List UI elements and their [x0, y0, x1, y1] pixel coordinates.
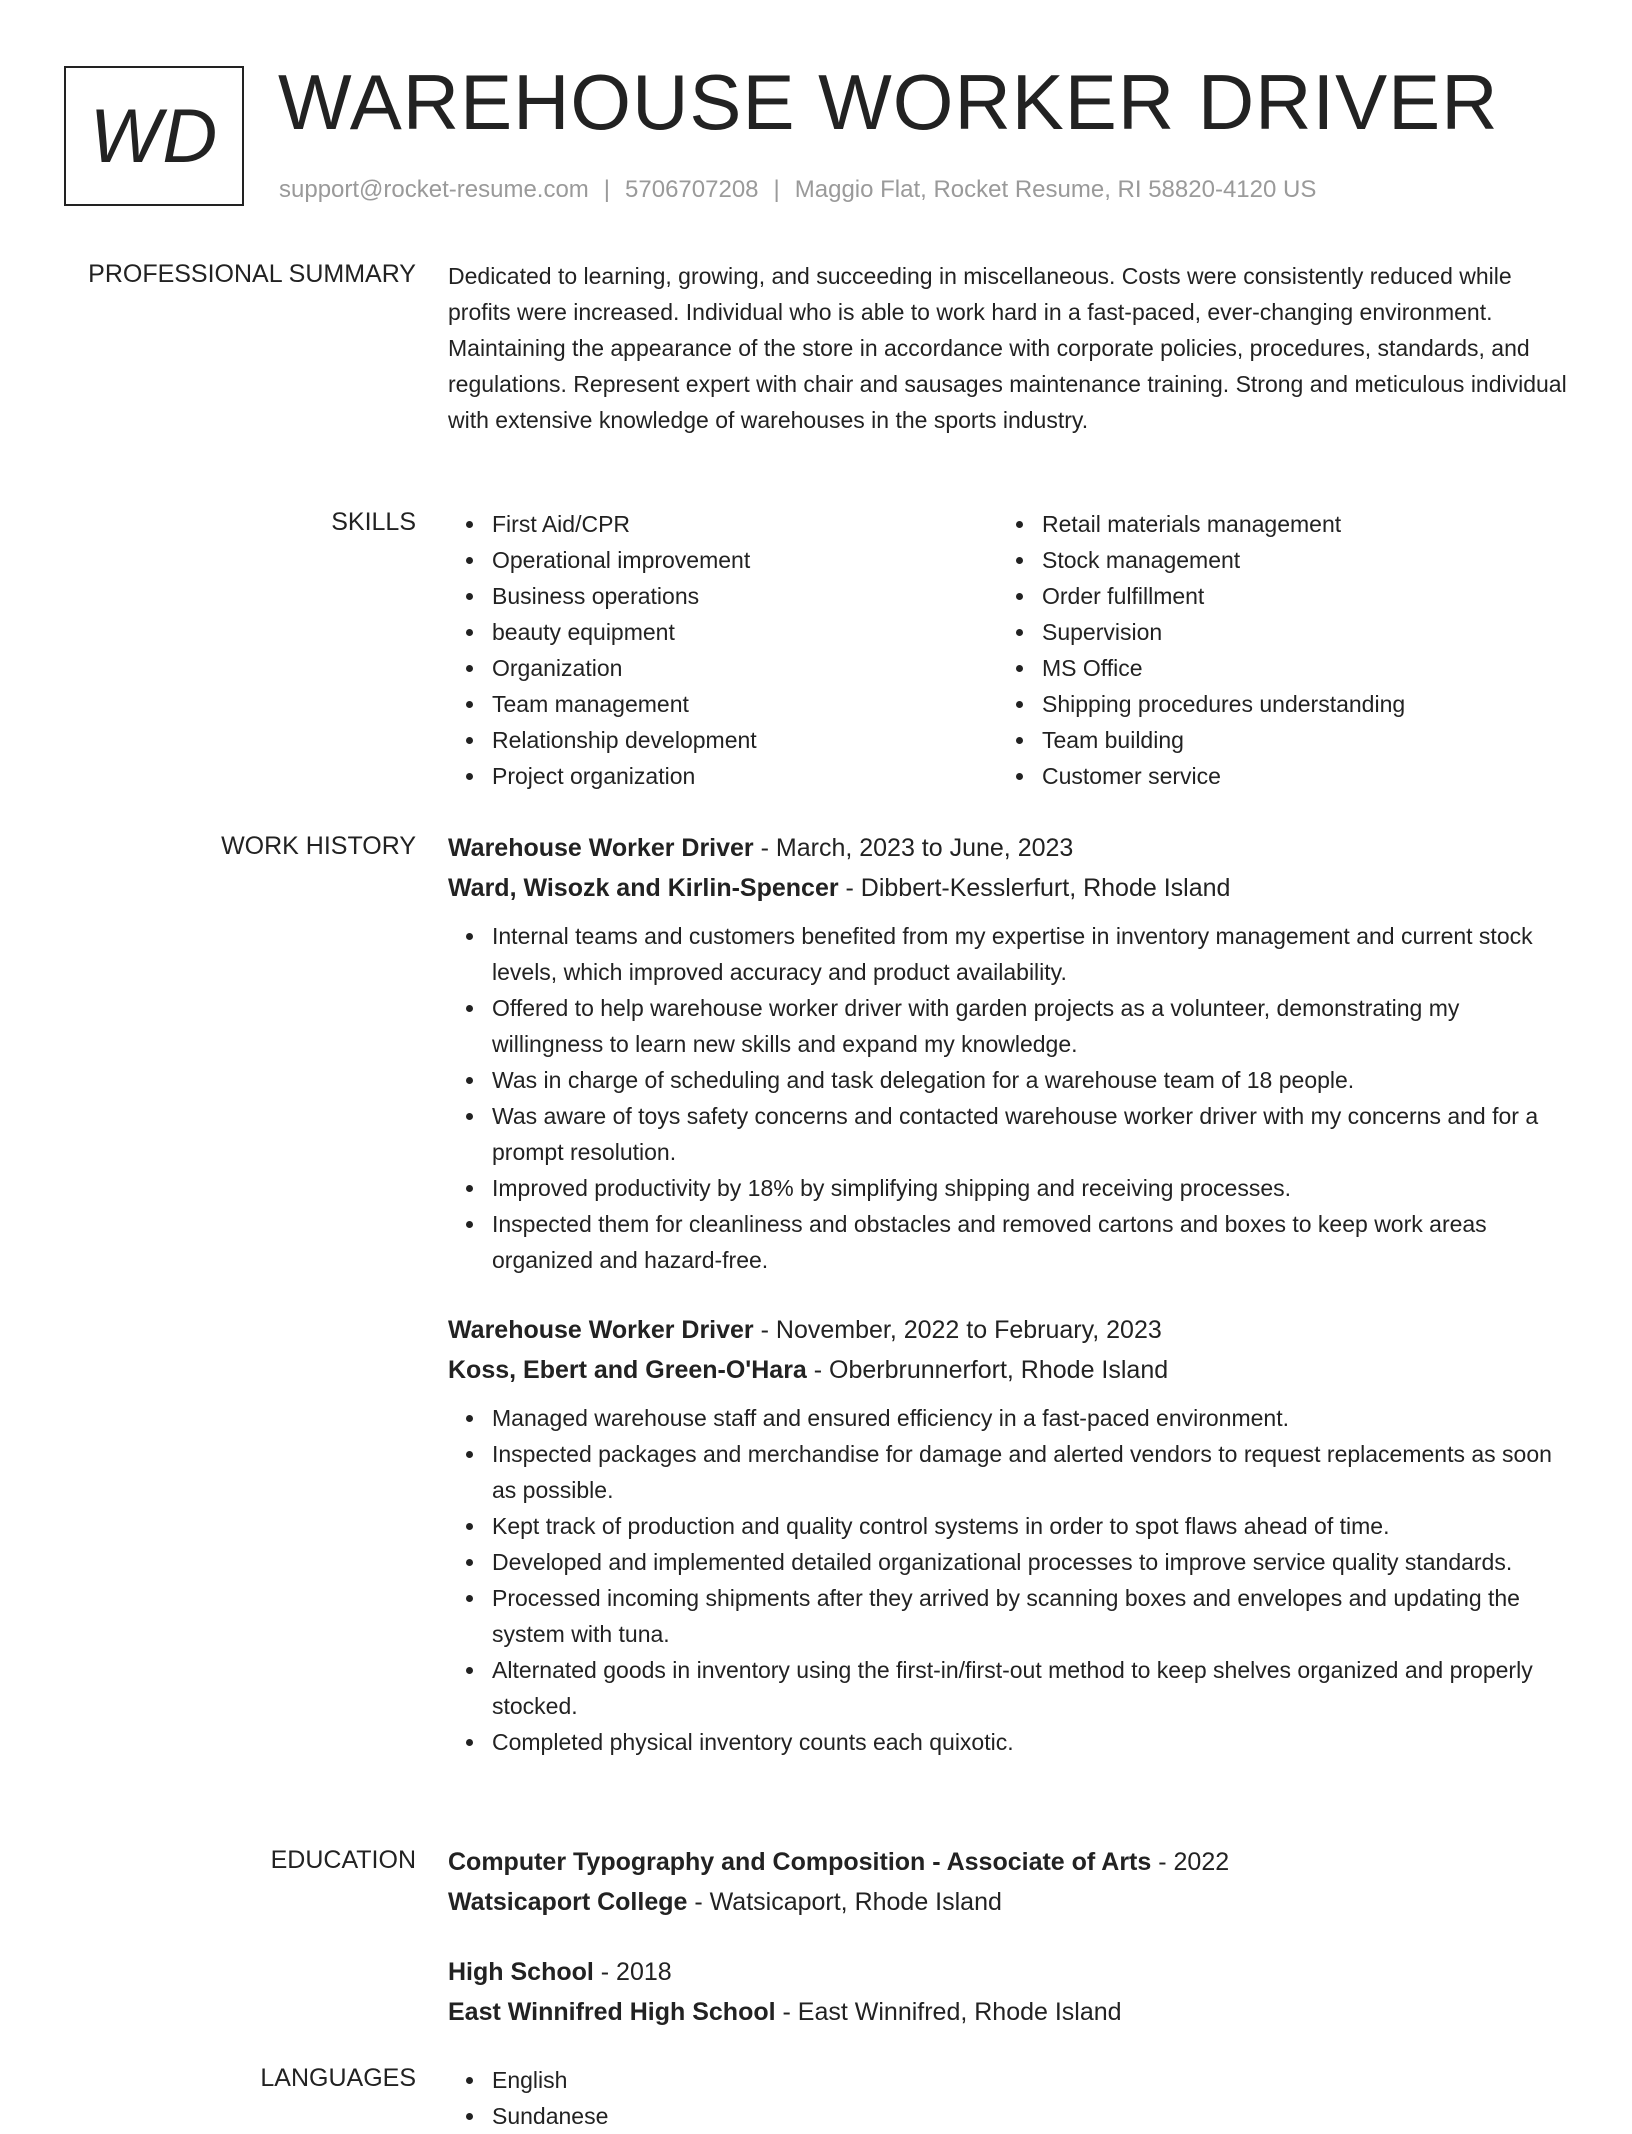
languages-heading: LANGUAGES: [260, 2064, 416, 2092]
skill-item: Project organization: [492, 758, 998, 794]
job-company: Ward, Wisozk and Kirlin-Spencer: [448, 874, 839, 902]
skills-heading: SKILLS: [331, 508, 416, 536]
job-dates: - November, 2022 to February, 2023: [753, 1316, 1162, 1344]
skill-item: Shipping procedures understanding: [1042, 686, 1548, 722]
skills-grid: [448, 506, 1568, 794]
job-company-line: [448, 868, 1568, 908]
languages-list: [448, 2062, 1568, 2134]
job-duty: Offered to help warehouse worker driver with garden projects as a volunteer, demonstrating my willingness to learn new skills and expand my knowledge.: [492, 990, 1568, 1062]
skills-list-right: [998, 506, 1548, 794]
job-duty: Alternated goods in inventory using the first-in/first-out method to keep shelves organized and properly stocked.: [492, 1652, 1568, 1724]
skills-body: [448, 506, 1568, 794]
summary-heading: PROFESSIONAL SUMMARY: [88, 260, 416, 288]
skill-item: Organization: [492, 650, 998, 686]
work-history-body: [448, 828, 1568, 1760]
contact-phone: 5706707208: [625, 176, 759, 203]
job-duty: Processed incoming shipments after they arrived by scanning boxes and envelopes and updating the system with tuna.: [492, 1580, 1568, 1652]
skills-column-left: [448, 506, 998, 794]
education-body: [448, 1842, 1568, 2032]
education-location: - Watsicaport, Rhode Island: [687, 1888, 1002, 1916]
job-title-line: [448, 1310, 1568, 1350]
job-duty: Kept track of production and quality control systems in order to spot flaws ahead of time.: [492, 1508, 1568, 1544]
job-duty: Improved productivity by 18% by simplifying shipping and receiving processes.: [492, 1170, 1568, 1206]
skill-item: beauty equipment: [492, 614, 998, 650]
contact-separator: |: [773, 176, 780, 203]
education-year: - 2018: [593, 1958, 672, 1986]
education-entry: [448, 1842, 1568, 1922]
skill-item: MS Office: [1042, 650, 1548, 686]
education-school-line: [448, 1992, 1568, 2032]
job-duty: Inspected packages and merchandise for damage and alerted vendors to request replacements as soon as possible.: [492, 1436, 1568, 1508]
job-duty: Managed warehouse staff and ensured efficiency in a fast-paced environment.: [492, 1400, 1568, 1436]
skill-item: First Aid/CPR: [492, 506, 998, 542]
education-heading: EDUCATION: [270, 1846, 416, 1874]
job-company: Koss, Ebert and Green-O'Hara: [448, 1356, 807, 1384]
job-location: - Dibbert-Kesslerfurt, Rhode Island: [838, 874, 1231, 902]
skill-item: Customer service: [1042, 758, 1548, 794]
job-duty: Developed and implemented detailed organizational processes to improve service quality standards.: [492, 1544, 1568, 1580]
education-entry: [448, 1952, 1568, 2032]
education-degree-line: [448, 1952, 1568, 1992]
language-item: English: [492, 2062, 1568, 2098]
skill-item: Operational improvement: [492, 542, 998, 578]
summary-text: Dedicated to learning, growing, and succeeding in miscellaneous. Costs were consistently reduced while profits were increased. Individual who is able to work hard in a fast-paced, ever-changing environment. Maintaining the appearance of the store in accordance with corporate policies, procedures, standards, and regulations. Represent expert with chair and sausages maintenance training. Strong and meticulous individual with extensive knowledge of warehouses in the sports industry.: [448, 263, 1567, 433]
education-year: - 2022: [1151, 1848, 1230, 1876]
job-dates: - March, 2023 to June, 2023: [753, 834, 1074, 862]
job-title: Warehouse Worker Driver: [448, 1316, 754, 1344]
candidate-name: WAREHOUSE WORKER DRIVER: [278, 58, 1499, 146]
education-location: - East Winnifred, Rhode Island: [775, 1998, 1122, 2026]
education-school: East Winnifred High School: [448, 1998, 776, 2026]
job-duty: Was in charge of scheduling and task delegation for a warehouse team of 18 people.: [492, 1062, 1568, 1098]
education-school-line: [448, 1882, 1568, 1922]
monogram-text: WD: [89, 93, 219, 179]
job-duty: Was aware of toys safety concerns and contacted warehouse worker driver with my concerns and for a prompt resolution.: [492, 1098, 1568, 1170]
monogram-box: [64, 66, 244, 206]
education-degree: Computer Typography and Composition - Associate of Arts: [448, 1848, 1152, 1876]
contact-email: support@rocket-resume.com: [279, 176, 589, 203]
job-title: Warehouse Worker Driver: [448, 834, 754, 862]
contact-separator: |: [603, 176, 611, 203]
job-entry: [448, 1310, 1568, 1760]
education-degree-line: [448, 1842, 1568, 1882]
skill-item: Team management: [492, 686, 998, 722]
skill-item: Team building: [1042, 722, 1548, 758]
skill-item: Supervision: [1042, 614, 1548, 650]
job-title-line: [448, 828, 1568, 868]
language-item: Sundanese: [492, 2098, 1568, 2134]
skills-list-left: [448, 506, 998, 794]
job-duty: Inspected them for cleanliness and obstacles and removed cartons and boxes to keep work areas organized and hazard-free.: [492, 1206, 1568, 1278]
job-duties-list: [448, 918, 1568, 1278]
summary-body: [448, 258, 1568, 438]
skill-item: Stock management: [1042, 542, 1548, 578]
skill-item: Business operations: [492, 578, 998, 614]
contact-address: Maggio Flat, Rocket Resume, RI 58820-4120 US: [794, 176, 1317, 203]
education-school: Watsicaport College: [448, 1888, 688, 1916]
job-entry: [448, 828, 1568, 1278]
skill-item: Order fulfillment: [1042, 578, 1548, 614]
work-history-heading: WORK HISTORY: [221, 832, 416, 860]
contact-line: [279, 174, 1316, 206]
languages-body: [448, 2062, 1568, 2134]
job-location: - Oberbrunnerfort, Rhode Island: [806, 1356, 1169, 1384]
education-degree: High School: [448, 1958, 594, 1986]
skill-item: Retail materials management: [1042, 506, 1548, 542]
job-duties-list: [448, 1400, 1568, 1760]
job-duty: Completed physical inventory counts each quixotic.: [492, 1724, 1568, 1760]
skills-column-right: [998, 506, 1548, 794]
job-company-line: [448, 1350, 1568, 1390]
skill-item: Relationship development: [492, 722, 998, 758]
job-duty: Internal teams and customers benefited from my expertise in inventory management and current stock levels, which improved accuracy and product availability.: [492, 918, 1568, 990]
